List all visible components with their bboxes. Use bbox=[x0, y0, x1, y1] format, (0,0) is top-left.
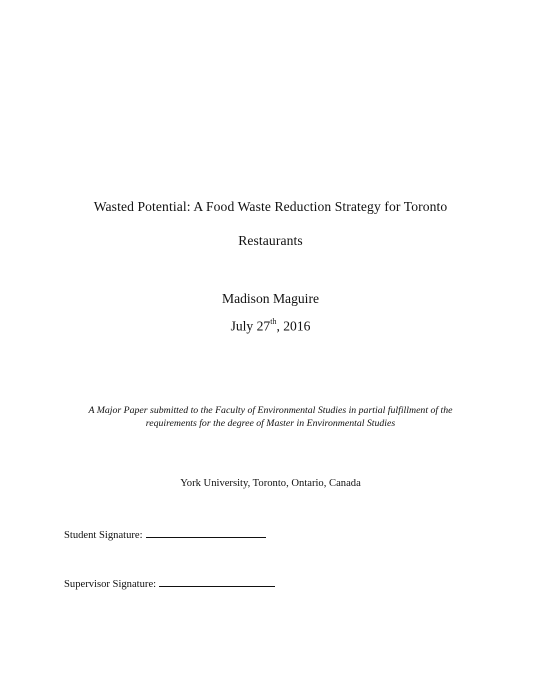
submission-date bbox=[0, 318, 541, 335]
paper-title-line-1: Wasted Potential: A Food Waste Reduction Strategy for Toronto bbox=[93, 199, 448, 214]
submission-statement-line-2: requirements for the degree of Master in Environmental Studies bbox=[145, 418, 396, 429]
supervisor-signature-field bbox=[64, 576, 275, 590]
student-signature-field bbox=[64, 527, 266, 541]
submission-statement-line-1: A Major Paper submitted to the Faculty of Environmental Studies in partial fulfillment of the bbox=[88, 405, 453, 416]
date-superscript: th bbox=[270, 317, 277, 326]
student-signature-label: Student Signature: bbox=[64, 530, 143, 541]
date-suffix: , 2016 bbox=[276, 318, 311, 334]
author-name: Madison Maguire bbox=[221, 291, 320, 306]
supervisor-signature-line bbox=[159, 576, 275, 587]
university-affiliation: York University, Toronto, Ontario, Canada bbox=[180, 478, 361, 489]
date-prefix: July 27 bbox=[230, 318, 271, 334]
supervisor-signature-label: Supervisor Signature: bbox=[64, 579, 157, 590]
student-signature-line bbox=[146, 527, 266, 538]
paper-title-line-2: Restaurants bbox=[238, 233, 303, 248]
